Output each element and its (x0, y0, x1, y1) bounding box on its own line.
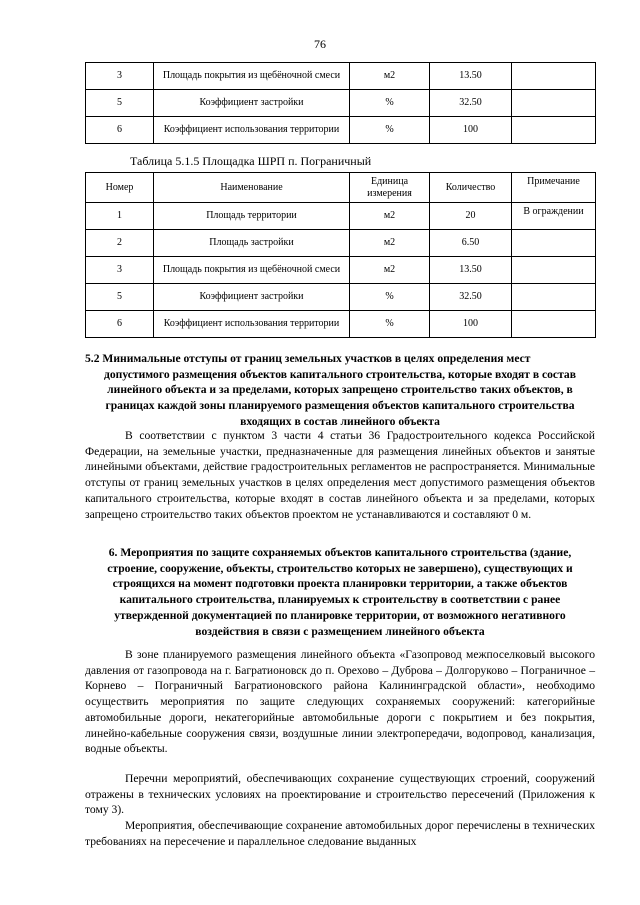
row-quantity: 32.50 (430, 284, 512, 311)
header-number: Номер (86, 173, 154, 203)
section-5-2-heading-rest: допустимого размещения объектов капитального строительства, которые входят в состав линейного объекта и за пределами, которых запрещено строительство таких объектов, в границах каждой зоны планируемого размещения объектов капитального строительства входящих в состав линейного объекта (104, 367, 576, 428)
section-6-paragraph-2: Перечни мероприятий, обеспечивающих сохранение существующих строений, сооружений отражены в технических условиях на проектирование и строительство пересечений (Приложения к тому 3). (85, 772, 595, 817)
table-row (86, 311, 596, 338)
row-unit: м2 (350, 230, 430, 257)
table-row (86, 284, 596, 311)
section-6-paragraph-1: В зоне планируемого размещения линейного объекта «Газопровод межпоселковый высокого давления от газопровода на г. Багратионовск до п. Орехово – Дуброва – Долгоруково – Пограничное – Корнево – Пограничный Багратионовского района Калининградской области», необходимо осуществить мероприятия по защите следующих сохраняемых сооружений: категорийные автомобильные дороги, некатегорийные автомобильные дороги с покрытием и без покрытия, линейно-кабельные сооружения связи, воздушные линии электропередачи, водопровод, канализация, водные объекты. (85, 648, 595, 756)
row-number: 3 (86, 257, 154, 284)
table-row (86, 90, 596, 117)
table-caption: Таблица 5.1.5 Площадка ШРП п. Пограничный (130, 154, 372, 168)
row-quantity: 32.50 (430, 90, 512, 117)
table-row (86, 257, 596, 284)
row-unit: % (350, 117, 430, 144)
area-table-continued (85, 62, 596, 144)
row-unit: м2 (350, 63, 430, 90)
row-number: 1 (86, 203, 154, 230)
row-unit: % (350, 284, 430, 311)
row-note (512, 90, 596, 117)
table-row (86, 230, 596, 257)
row-quantity: 100 (430, 117, 512, 144)
row-number: 5 (86, 90, 154, 117)
row-quantity: 20 (430, 203, 512, 230)
section-5-2-heading (85, 351, 595, 430)
header-quantity: Количество (430, 173, 512, 203)
table-row (86, 117, 596, 144)
row-quantity: 6.50 (430, 230, 512, 257)
section-6-paragraph-3: Мероприятия, обеспечивающие сохранение автомобильных дорог перечислены в технических требованиях на пересечение и параллельное следование выданных (85, 819, 595, 848)
section-6-heading: 6. Мероприятия по защите сохраняемых объектов капитального строительства (здание, строение, сооружение, объекты, строительство которых не завершено), существующих и строящихся на момент подготовки проекта планировки территории, а также объектов капитального строительства, планируемых к строительству в соответствии с ранее утвержденной документацией по планировке территории, от возможного негативного воздействия в связи с размещением линейного объекта (107, 546, 573, 638)
page-number: 76 (314, 37, 326, 51)
row-note (512, 311, 596, 338)
table-row (86, 63, 596, 90)
row-quantity: 13.50 (430, 257, 512, 284)
row-unit: м2 (350, 257, 430, 284)
row-number: 3 (86, 63, 154, 90)
row-name: Площадь застройки (154, 230, 350, 257)
row-number: 2 (86, 230, 154, 257)
row-note (512, 117, 596, 144)
row-name: Площадь покрытия из щебёночной смеси (154, 63, 350, 90)
row-number: 6 (86, 117, 154, 144)
row-name: Коэффициент использования территории (154, 117, 350, 144)
row-number: 5 (86, 284, 154, 311)
row-note: В ограждении (512, 203, 596, 230)
row-note (512, 230, 596, 257)
row-name: Коэффициент использования территории (154, 311, 350, 338)
header-unit: Единица измерения (350, 173, 430, 203)
row-name: Площадь покрытия из щебёночной смеси (154, 257, 350, 284)
srp-site-table (85, 172, 596, 338)
row-note (512, 257, 596, 284)
table-header-row (86, 173, 596, 203)
row-note (512, 284, 596, 311)
row-name: Коэффициент застройки (154, 284, 350, 311)
row-number: 6 (86, 311, 154, 338)
row-name: Коэффициент застройки (154, 90, 350, 117)
header-name: Наименование (154, 173, 350, 203)
row-unit: м2 (350, 203, 430, 230)
row-quantity: 100 (430, 311, 512, 338)
section-5-2-paragraph: В соответствии с пунктом 3 части 4 статьи 36 Градостроительного кодекса Российской Федерации, на земельные участки, предназначенные для размещения линейных объектов и занятые линейными объектами, действие градостроительных регламентов не распространяется. Минимальные отступы от границ земельных участков в целях определения мест допустимого размещения объектов капитального строительства, которые входят в состав линейного объекта и за пределами, которых запрещено строительство таких объектов проектом не устанавливаются и составляют 0 м. (85, 429, 595, 521)
section-5-2-heading-first-line: 5.2 Минимальные отступы от границ земельных участков в целях определения мест (85, 352, 531, 365)
row-unit: % (350, 90, 430, 117)
row-quantity: 13.50 (430, 63, 512, 90)
table-row (86, 203, 596, 230)
row-note (512, 63, 596, 90)
row-unit: % (350, 311, 430, 338)
row-name: Площадь территории (154, 203, 350, 230)
header-note: Примечание (512, 173, 596, 203)
